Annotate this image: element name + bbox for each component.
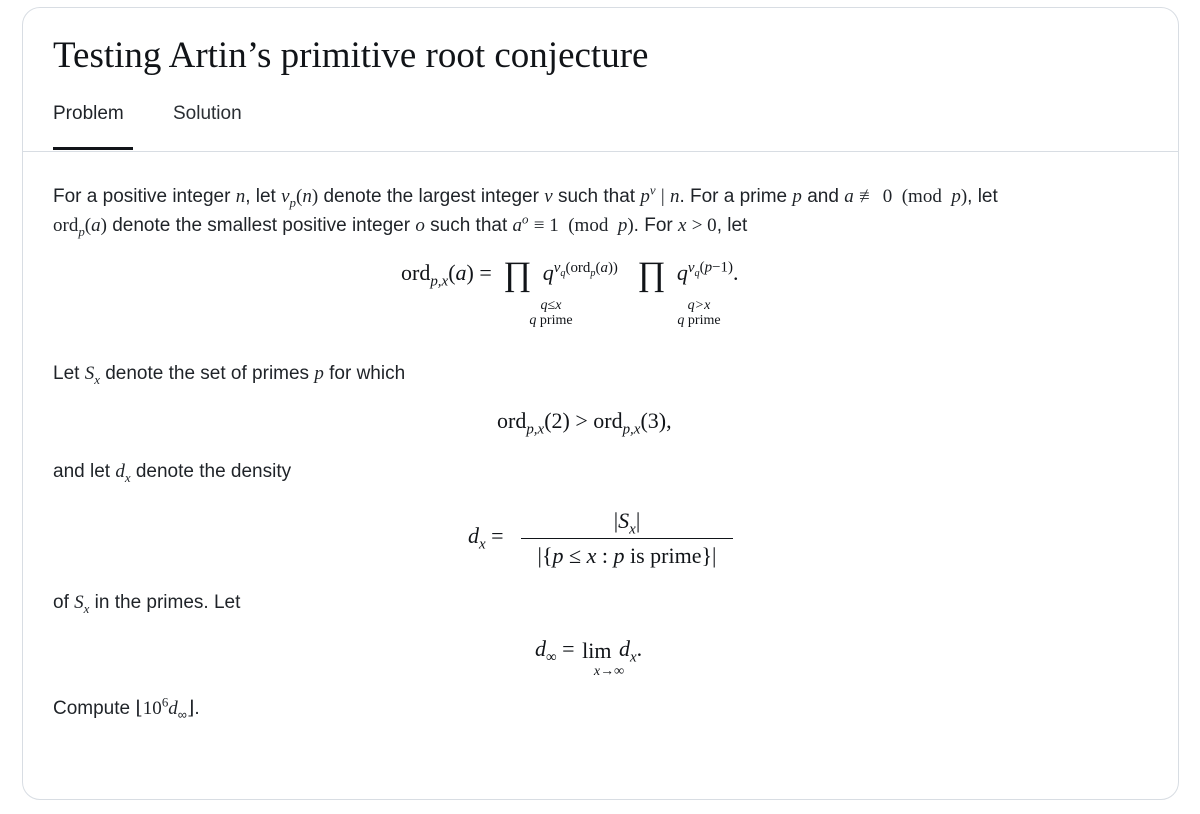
problem-text-line-4: and let $d_x$ denote the density [53, 461, 292, 485]
ord-px-formula: ord$_{p,x}$(a) = ∏ $q^{v_q(ord_p(a))}$ ∏ $q^{v_q(p-1)}$. [401, 256, 739, 293]
density-lhs: $d_x$ = [468, 523, 504, 553]
problem-text-line-1: For a positive integer n, let $v_p(n)$ denote the largest integer v such that $p^v$ | n. For a prime p and a ≢ 0 (mod p), let [53, 182, 998, 210]
problem-text-line-3: Let $S_x$ denote the set of primes p for which [53, 363, 406, 387]
problem-text-line-5: of $S_x$ in the primes. Let [53, 592, 241, 616]
problem-text-line-2: ord$_p$(a) denote the smallest positive integer o such that $a^o \equiv 1$ (mod p). For x > 0, let [53, 211, 748, 239]
product-2-limits: q>x q prime [677, 298, 721, 328]
tab-problem[interactable]: Problem [53, 103, 124, 124]
density-fraction: $|S_x|$ |{p ≤ x : p is prime}| [521, 508, 733, 569]
product-1-limits: q≤x q prime [529, 298, 573, 328]
page-title: Testing Artin’s primitive root conjecture [53, 35, 649, 76]
tab-solution[interactable]: Solution [173, 103, 242, 124]
limit-formula: $d_\infty$ = lim $d_x$. [535, 636, 643, 666]
ord-comparison-formula: ord$_{p,x}$(2) > ord$_{p,x}$(3), [497, 408, 672, 438]
limit-subscript: x→∞ [593, 664, 625, 679]
problem-text-line-6: Compute $⌊10^6d_\infty⌋$. [53, 694, 200, 722]
problem-card [22, 7, 1179, 800]
active-tab-indicator [53, 147, 133, 150]
tab-bar [23, 98, 1178, 152]
